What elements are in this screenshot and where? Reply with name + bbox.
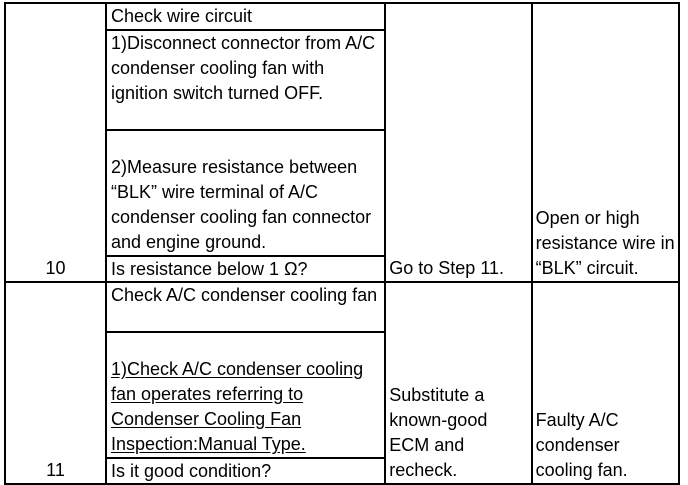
action-item: 1)Disconnect connector from A/C condenser cooling fan with ignition switch turned OFF. bbox=[107, 31, 384, 131]
diagnosis-table bbox=[4, 2, 680, 485]
action-item-wrapper bbox=[107, 131, 384, 257]
inspection-link[interactable]: 1)Check A/C condenser cooling fan operates referring to Condenser Cooling Fan Inspection:Manual Type. bbox=[110, 359, 364, 454]
action-cell bbox=[106, 282, 385, 484]
no-result: Open or high resistance wire in “BLK” circuit. bbox=[532, 3, 679, 282]
step-title: Check A/C condenser cooling fan bbox=[107, 283, 384, 333]
table-row bbox=[5, 282, 679, 484]
table-row bbox=[5, 3, 679, 282]
step-number: 10 bbox=[5, 3, 106, 282]
action-item: 2)Measure resistance between “BLK” wire terminal of A/C condenser cooling fan connector and engine ground. bbox=[110, 157, 372, 252]
no-result: Faulty A/C condenser cooling fan. bbox=[532, 282, 679, 484]
step-title: Check wire circuit bbox=[107, 4, 384, 31]
yes-result: Substitute a known-good ECM and recheck. bbox=[385, 282, 531, 484]
action-cell bbox=[106, 3, 385, 282]
step-question: Is it good condition? bbox=[110, 461, 272, 481]
step-number: 11 bbox=[5, 282, 106, 484]
yes-result: Go to Step 11. bbox=[385, 3, 531, 282]
action-item-wrapper bbox=[107, 333, 384, 459]
step-question: Is resistance below 1 Ω? bbox=[110, 259, 308, 279]
